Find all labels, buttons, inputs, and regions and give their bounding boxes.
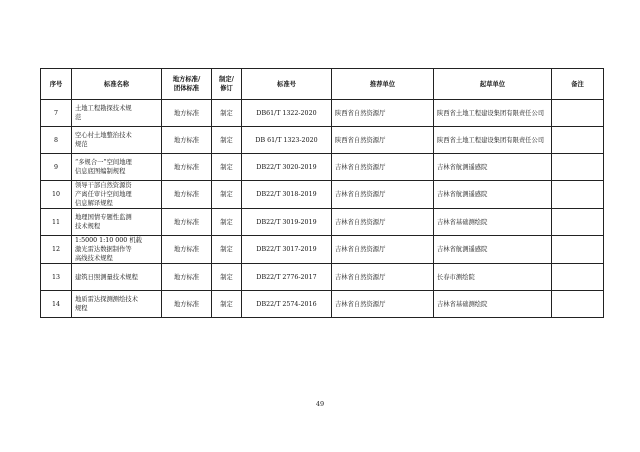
cell-name-line: 范 [75,114,82,121]
cell-drafter: 吉林省基础测绘院 [434,291,552,318]
cell-type: 地方标准 [162,291,212,318]
cell-seq: 10 [41,181,72,209]
table-row [41,154,604,181]
header-action [212,69,242,100]
header-remark: 备注 [552,69,604,100]
cell-type: 地方标准 [162,236,212,264]
cell-name [72,209,162,236]
cell-action: 制定 [212,127,242,154]
cell-name-line: 信息解译规程 [75,200,113,207]
header-drafter: 起草单位 [434,69,552,100]
cell-drafter: 吉林省航测遥感院 [434,154,552,181]
header-action-line: 修订 [220,85,233,92]
table-body [41,100,604,318]
cell-number: DB22/T 3020-2019 [242,154,332,181]
header-name: 标准名称 [72,69,162,100]
cell-action: 制定 [212,236,242,264]
cell-remark [552,264,604,291]
cell-name [72,264,162,291]
cell-name-line: 规程 [75,305,88,312]
cell-drafter: 陕西省土地工程建设集团有限责任公司 [434,127,552,154]
cell-drafter: 长春市测绘院 [434,264,552,291]
cell-name-line: 空心村土地整治技术 [75,132,132,139]
cell-drafter: 吉林省航测遥感院 [434,181,552,209]
cell-recommender: 吉林省自然资源厅 [332,264,434,291]
standards-table [40,68,604,318]
cell-seq: 11 [41,209,72,236]
cell-name-line: 规范 [75,141,88,148]
cell-name-line: 产离任审计空间地理 [75,191,132,198]
cell-recommender: 陕西省自然资源厅 [332,127,434,154]
cell-name-line: 领导干部自然资源资 [75,182,132,189]
cell-drafter: 陕西省土地工程建设集团有限责任公司 [434,100,552,127]
cell-type: 地方标准 [162,209,212,236]
header-type-line: 地方标准/ [172,76,201,83]
cell-seq: 7 [41,100,72,127]
cell-name-line: “多规合一”空间地理 [75,159,132,166]
cell-seq: 8 [41,127,72,154]
cell-name-line: 建筑日照测量技术规程 [75,273,138,281]
cell-name [72,291,162,318]
page-number: 49 [315,400,325,408]
cell-seq: 13 [41,264,72,291]
header-type [162,69,212,100]
cell-action: 制定 [212,154,242,181]
cell-name [72,181,162,209]
table-row [41,181,604,209]
cell-action: 制定 [212,291,242,318]
cell-name-line: 地理国情专题性监测 [75,214,132,221]
cell-action: 制定 [212,209,242,236]
cell-remark [552,236,604,264]
cell-remark [552,209,604,236]
cell-type: 地方标准 [162,127,212,154]
header-seq: 序号 [41,69,72,100]
cell-remark [552,291,604,318]
cell-action: 制定 [212,264,242,291]
cell-remark [552,100,604,127]
table-row [41,236,604,264]
cell-type: 地方标准 [162,264,212,291]
cell-name [72,100,162,127]
cell-type: 地方标准 [162,181,212,209]
cell-number: DB61/T 1322-2020 [242,100,332,127]
cell-remark [552,181,604,209]
cell-recommender: 陕西省自然资源厅 [332,100,434,127]
header-recommender: 推荐单位 [332,69,434,100]
header-type-line: 团体标准 [173,85,200,92]
cell-remark [552,154,604,181]
table-row [41,127,604,154]
cell-recommender: 吉林省自然资源厅 [332,181,434,209]
cell-name-line: 激光雷达数据制作等 [75,246,132,253]
cell-recommender: 吉林省自然资源厅 [332,291,434,318]
table-row [41,209,604,236]
header-action-line: 制定/ [219,76,234,83]
cell-name-line: 技术规程 [75,223,101,230]
cell-name-line: 土地工程勘探技术规 [75,105,132,112]
cell-seq: 12 [41,236,72,264]
cell-number: DB 61/T 1323-2020 [242,127,332,154]
cell-recommender: 吉林省自然资源厅 [332,154,434,181]
cell-type: 地方标准 [162,154,212,181]
cell-number: DB22/T 2574-2016 [242,291,332,318]
cell-action: 制定 [212,181,242,209]
cell-name-line: 1:5000 1:10 000 机载 [75,237,142,244]
cell-number: DB22/T 3017-2019 [242,236,332,264]
cell-name-line: 高线技术规程 [75,255,113,262]
cell-drafter: 吉林省基础测绘院 [434,209,552,236]
cell-seq: 14 [41,291,72,318]
cell-action: 制定 [212,100,242,127]
cell-name [72,236,162,264]
cell-name-line: 信息底图编制规程 [75,168,126,175]
cell-drafter: 吉林省航测遥感院 [434,236,552,264]
header-number: 标准号 [242,69,332,100]
cell-seq: 9 [41,154,72,181]
table-header-row [41,69,604,100]
cell-number: DB22/T 3019-2019 [242,209,332,236]
cell-name-line: 地质雷达探测测绘技术 [75,296,138,303]
table-row [41,264,604,291]
cell-recommender: 吉林省自然资源厅 [332,209,434,236]
cell-recommender: 吉林省自然资源厅 [332,236,434,264]
cell-name [72,127,162,154]
cell-name [72,154,162,181]
cell-type: 地方标准 [162,100,212,127]
cell-remark [552,127,604,154]
table-row [41,100,604,127]
cell-number: DB22/T 3018-2019 [242,181,332,209]
cell-number: DB22/T 2776-2017 [242,264,332,291]
table-row [41,291,604,318]
